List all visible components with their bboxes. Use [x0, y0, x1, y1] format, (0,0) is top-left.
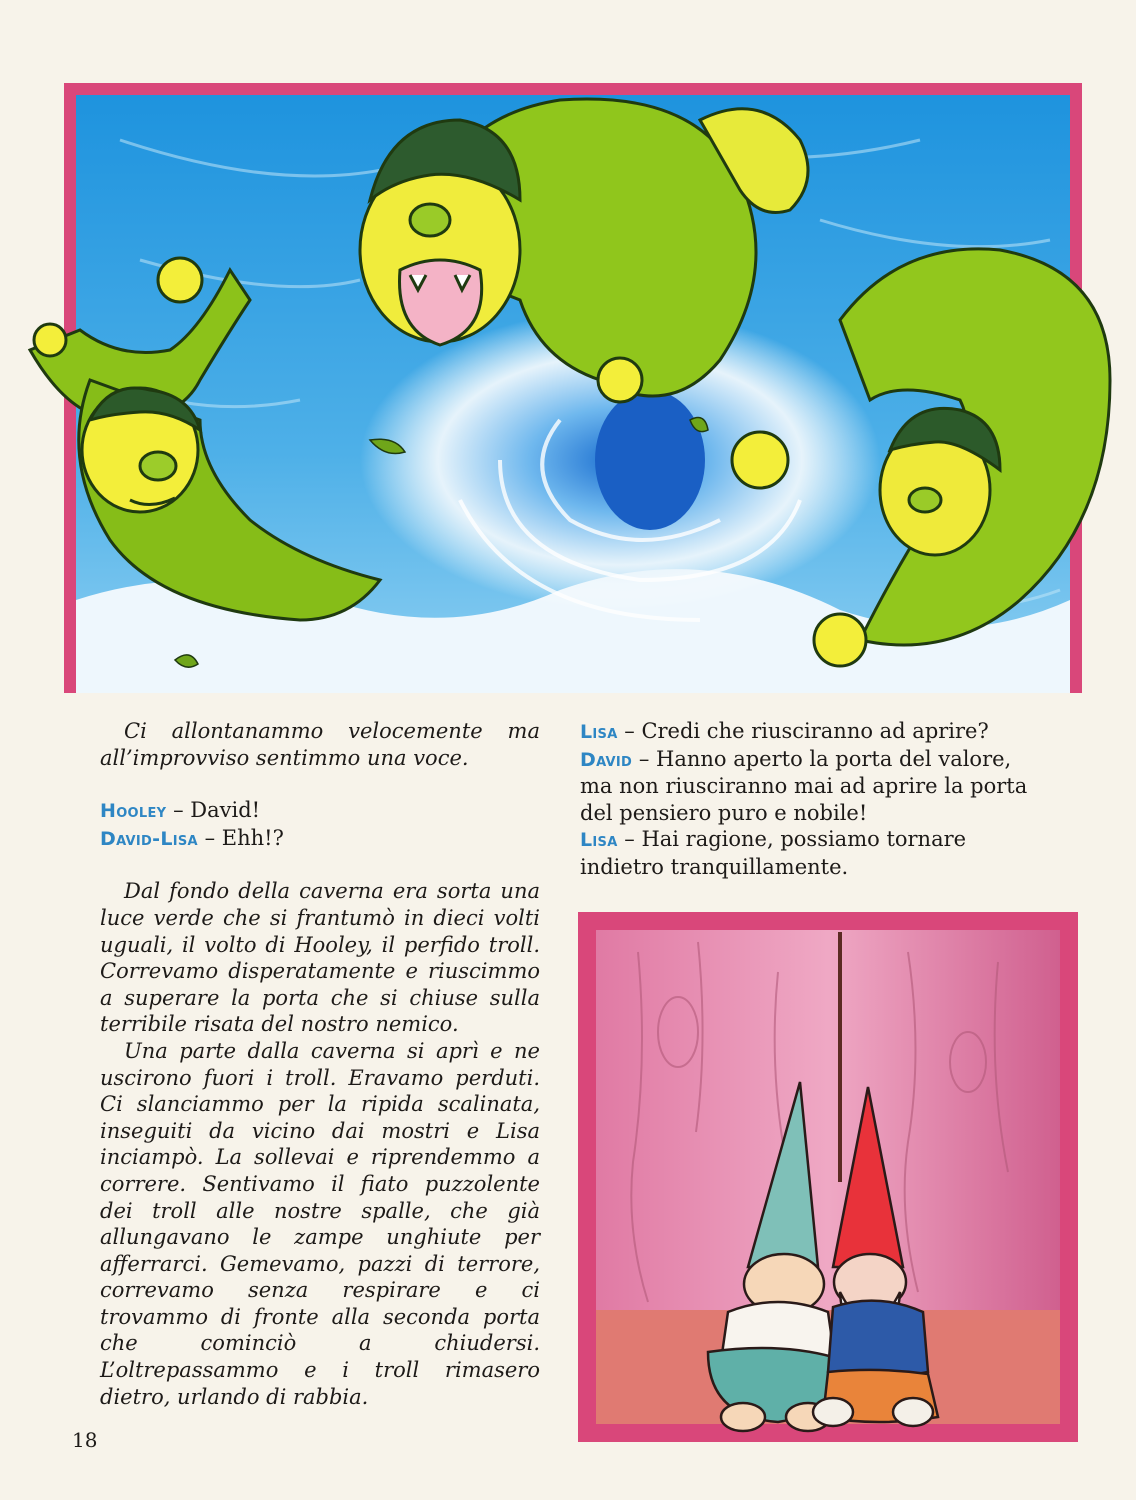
right-column [580, 718, 1042, 881]
left-column [100, 718, 540, 1410]
intro-paragraph: Ci allontanammo velocemente ma all’improvviso sentimmo una voce. [100, 719, 540, 770]
narrative-paragraph: Una parte dalla caverna si aprì e ne uscirono fuori i troll. Eravamo perduti. Ci slanciammo per la ripida scalinata, inseguiti da vicino dai mostri e Lisa inciampò. La sollevai e riprendemmo a correre. Sentivamo il fiato puzzolente dei troll alle nostre spalle, che già allungavano le zampe unghiute per afferrarci. Gemevamo, pazzi di terrore, correvamo senza respirare e ci trovammo di fronte alla seconda porta che cominciò a chiudersi. L’oltrepassammo e i troll rimasero dietro, urlando di rabbia. [100, 1038, 540, 1409]
dialogue-line [100, 797, 540, 825]
troll-vortex-illustration [0, 0, 1136, 700]
dialogue-text: – Ehh!? [204, 825, 284, 850]
speaker-name: David-Lisa [100, 827, 198, 850]
dialogue-text: – Credi che riusciranno ad aprire? [624, 719, 989, 743]
dialogue-line [100, 825, 540, 853]
dialogue-text: – Hanno aperto la porta del valore, ma non riusciranno mai ad aprire la porta del pensiero puro e nobile! [580, 746, 1028, 825]
dialogue-text: – David! [173, 798, 261, 823]
dialogue-line [580, 718, 1042, 746]
speaker-name: Lisa [580, 829, 618, 852]
narrative-paragraph: Dal fondo della caverna era sorta una luce verde che si frantumò in dieci volti uguali, il volto di Hooley, il perfido troll. Correvamo disperatamente e riuscimmo a superare la porta che si chiuse sulla terribile risata del nostro nemico. [100, 879, 540, 1037]
dialogue-line [580, 746, 1042, 827]
gnomes-door-illustration [578, 912, 1078, 1442]
speaker-name: Lisa [580, 721, 618, 743]
dialogue-text: – Hai ragione, possiamo tornare indietro tranquillamente. [580, 827, 967, 879]
page-number: 18 [72, 1428, 98, 1452]
door [596, 930, 1060, 1310]
speaker-name: David [580, 748, 633, 771]
dialogue-line [580, 826, 1042, 880]
speaker-name: Hooley [100, 800, 167, 823]
